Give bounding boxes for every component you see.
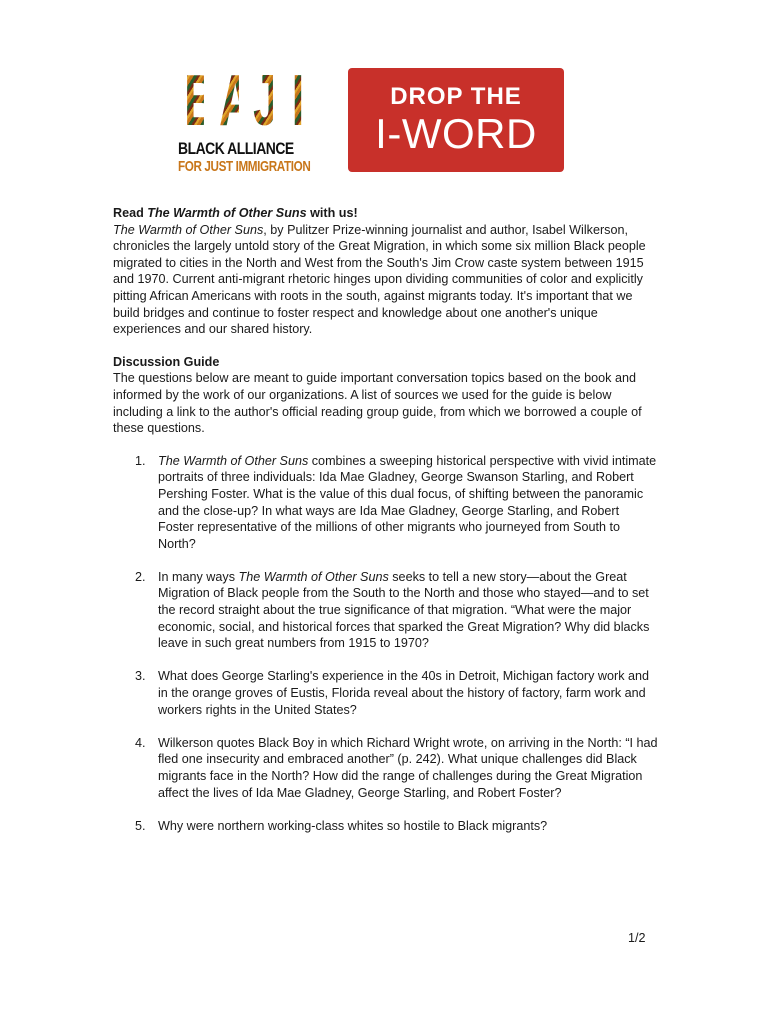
intro-heading-pre: Read — [113, 206, 148, 220]
guide-paragraph: The questions below are meant to guide important conversation topics based on the book and informed by the work of our organizations. A list of sources we used for the guide is below including a link to the author's official reading group guide, from which we borrowed a couple of these questions. — [113, 371, 642, 436]
question-number: 2. — [135, 569, 146, 584]
drop-the-i-word-logo — [348, 68, 564, 172]
baji-letter: J — [253, 61, 279, 141]
guide-heading: Discussion Guide — [113, 354, 220, 369]
question-text-rest: combines a sweeping historical perspective with vivid intimate portraits of three individuals: Ida Mae Gladney, George Swanson Starling, and Robert Pershing Foster. What is the value of this dual focus, of shifting between the panoramic and the close-up? In what ways are Ida Mae Gladney, George Starling, and Robert Foster representative of the millions of other migrants who journeyed from South to North? — [158, 453, 657, 551]
intro-heading-post: with us! — [306, 206, 358, 220]
question-list — [113, 453, 658, 835]
list-item — [113, 453, 658, 553]
list-item — [113, 668, 658, 718]
baji-tagline-2: FOR JUST IMMIGRATION — [178, 158, 311, 175]
intro-text: , by Pulitzer Prize-winning journalist and author, Isabel Wilkerson, chronicles the largely untold story of the Great Migration, in which some six million Black people migrated to cities in the North and West from the South's Jim Crow caste system between 1915 and 1970. Current anti-migrant rhetoric hinges upon dividing communities of color and explicitly pitting African Americans with roots in the south, against migrants today. It's important that we build bridges and continue to foster respect and knowledge about one another's unique experiences and our shared history. — [113, 222, 646, 337]
baji-letter: B — [184, 61, 217, 141]
list-item — [113, 569, 658, 652]
baji-wordmark — [178, 61, 314, 141]
question-text-rest: seeks to tell a new story—about the Great Migration of Black people from the South to the North and those who stayed—and to set the record straight about the true significance of that migration. “What were the major economic, social, and historical forces that sparked the Great Migration? Why did blacks leave in such great numbers from 1915 to 1970? — [158, 569, 650, 651]
header-logos — [178, 61, 564, 178]
drop-logo-line-2: I-WORD — [375, 110, 537, 157]
question-number: 4. — [135, 735, 146, 750]
document-body — [113, 205, 658, 851]
list-item — [113, 818, 658, 835]
baji-logo — [178, 61, 316, 178]
list-item — [113, 735, 658, 801]
question-text: Wilkerson quotes Black Boy in which Richard Wright wrote, on arriving in the North: “I had fled one insecurity and embraced another” (p. 242). What unique challenges did Black migrants face in the North? How did the range of challenges during the Great Migration affect the lives of Ida Mae Gladney, George Starling, and Robert Foster? — [158, 735, 658, 800]
baji-letter: A — [218, 61, 251, 141]
intro-book-title: The Warmth of Other Suns — [113, 222, 264, 237]
question-text: In many ways — [158, 569, 239, 584]
question-number: 1. — [135, 453, 146, 468]
question-book-title: The Warmth of Other Suns — [238, 569, 389, 584]
intro-heading-book: The Warmth of Other Suns — [147, 206, 307, 220]
question-number: 3. — [135, 669, 146, 684]
baji-tagline-1: BLACK ALLIANCE — [178, 139, 294, 158]
question-book-title: The Warmth of Other Suns — [158, 453, 309, 468]
question-number: 5. — [135, 818, 146, 833]
baji-letter: I — [288, 66, 308, 136]
question-text: What does George Starling's experience in the 40s in Detroit, Michigan factory work and in the orange groves of Eustis, Florida reveal about the history of factory, farm work and workers rights in the United States? — [158, 669, 650, 717]
question-text: Why were northern working-class whites so hostile to Black migrants? — [158, 818, 548, 833]
page-number: 1/2 — [628, 931, 646, 945]
intro-heading — [113, 205, 658, 222]
intro-paragraph — [113, 222, 658, 338]
drop-logo-line-1: DROP THE — [390, 83, 522, 110]
